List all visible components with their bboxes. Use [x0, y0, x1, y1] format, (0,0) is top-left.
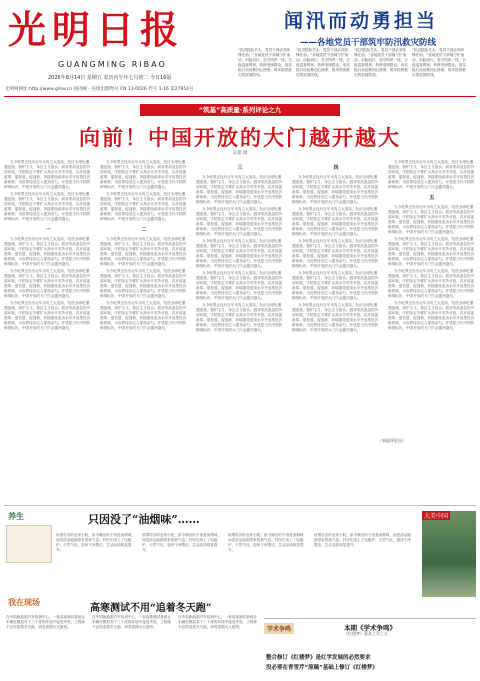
- paragraph: 当今世界正经历百年未有之大变局，经济全球化遭遇逆流，保护主义、单边主义抬头。面对风高浪急的外部环境，中国坚定不移扩大高水平对外开放，以开放促改革、促发展、促创新，持续建设更高水平开放型经济新体制，为世界经济注入强劲动力。开放是当代中国的鲜明标识，中国开放的大门只会越开越大。: [292, 207, 379, 236]
- publication-meta: 光明网网址:http://www.gmw.cn 国内统一连续出版物号 CN 11-0026 代号 1-16 第27954号: [5, 87, 194, 92]
- masthead-divider: [4, 96, 476, 97]
- academic-line: 整合修订《红楼梦》是红学发展的必然要求: [266, 655, 371, 661]
- academic-label: 学术争鸣: [264, 623, 294, 634]
- paragraph: 当今世界正经历百年未有之大变局，经济全球化遭遇逆流，保护主义、单边主义抬头。面对风高浪急的外部环境，中国坚定不移扩大高水平对外开放，以开放促改革、促发展、促创新，持续建设更高水平开放型经济新体制，为世界经济注入强劲动力。开放是当代中国的鲜明标识，中国开放的大门只会越开越大。: [196, 207, 283, 236]
- feature-column: [292, 160, 380, 500]
- newspaper-pinyin: GUANGMING RIBAO: [58, 60, 167, 69]
- paragraph: 当今世界正经历百年未有之大变局，经济全球化遭遇逆流，保护主义、单边主义抬头。面对风高浪急的外部环境，中国坚定不移扩大高水平对外开放，以开放促改革、促发展、促创新，持续建设更高水平开放型经济新体制，为世界经济注入强劲动力。开放是当代中国的鲜明标识，中国开放的大门只会越开越大。: [100, 301, 187, 330]
- academic-subtitle: 《红楼梦》版本之争之五: [344, 631, 388, 636]
- academic-title: 本期《学术争鸣》: [344, 624, 396, 632]
- feature-column: [196, 160, 284, 500]
- paragraph: 当今世界正经历百年未有之大变局，经济全球化遭遇逆流，保护主义、单边主义抬头。面对风高浪急的外部环境，中国坚定不移扩大高水平对外开放，以开放促改革、促发展、促创新，持续建设更高水平开放型经济新体制，为世界经济注入强劲动力。开放是当代中国的鲜明标识，中国开放的大门只会越开越大。: [196, 239, 283, 268]
- feature-column: [388, 160, 476, 500]
- section-divider: [4, 505, 476, 506]
- feature-author: 吴超 闻: [232, 151, 248, 156]
- newspaper-logo: 光明日报: [8, 7, 185, 52]
- paragraph: 当今世界正经历百年未有之大变局，经济全球化遭遇逆流，保护主义、单边主义抬头。面对风高浪急的外部环境，中国坚定不移扩大高水平对外开放，以开放促改革、促发展、促创新，持续建设更高水平开放型经济新体制，为世界经济注入强劲动力。开放是当代中国的鲜明标识，中国开放的大门只会越开越大。: [196, 303, 283, 332]
- article-body: 在中国新能源汽车检测中心，一套高寒测试系统让车辆在模拟零下三十度的环境中接受考验，工程师不必再追着冬天跑，研发周期大大缩短。: [6, 615, 86, 629]
- top-story-column: “抗洪抢险关头，党员干部必须冲锋在前。”各地党员干部闻“汛”而动、向险而行，坚守防汛一线，日夜巡查堤坝，转移受困群众，用实际行动诠释初心使命，筑牢防汛救灾的坚固防线。: [354, 48, 408, 77]
- column-badge: 养生: [8, 512, 24, 521]
- paragraph: 当今世界正经历百年未有之大变局，经济全球化遭遇逆流，保护主义、单边主义抬头。面对风高浪急的外部环境，中国坚定不移扩大高水平对外开放，以开放促改革、促发展、促创新，持续建设更高水平开放型经济新体制，为世界经济注入强劲动力。开放是当代中国的鲜明标识，中国开放的大门只会越开越大。: [4, 301, 91, 330]
- paragraph: 当今世界正经历百年未有之大变局，经济全球化遭遇逆流，保护主义、单边主义抬头。面对风高浪急的外部环境，中国坚定不移扩大高水平对外开放，以开放促改革、促发展、促创新，持续建设更高水平开放型经济新体制，为世界经济注入强劲动力。开放是当代中国的鲜明标识，中国开放的大门只会越开越大。: [4, 269, 91, 298]
- illustration: [6, 525, 52, 563]
- paragraph: 当今世界正经历百年未有之大变局，经济全球化遭遇逆流，保护主义、单边主义抬头。面对风高浪急的外部环境，中国坚定不移扩大高水平对外开放，以开放促改革、促发展、促创新，持续建设更高水平开放型经济新体制，为世界经济注入强劲动力。开放是当代中国的鲜明标识，中国开放的大门只会越开越大。: [100, 192, 187, 221]
- column-badge: 我在现场: [8, 598, 40, 607]
- article-ending: （本报评论员）: [378, 438, 406, 443]
- paragraph: 当今世界正经历百年未有之大变局，经济全球化遭遇逆流，保护主义、单边主义抬头。面对风高浪急的外部环境，中国坚定不移扩大高水平对外开放，以开放促改革、促发展、促创新，持续建设更高水平开放型经济新体制，为世界经济注入强劲动力。开放是当代中国的鲜明标识，中国开放的大门只会越开越大。: [292, 175, 379, 204]
- section-number: 二: [141, 227, 147, 233]
- paragraph: 当今世界正经历百年未有之大变局，经济全球化遭遇逆流，保护主义、单边主义抬头。面对风高浪急的外部环境，中国坚定不移扩大高水平对外开放，以开放促改革、促发展、促创新，持续建设更高水平开放型经济新体制，为世界经济注入强劲动力。开放是当代中国的鲜明标识，中国开放的大门只会越开越大。: [292, 239, 379, 268]
- paragraph: 当今世界正经历百年未有之大变局，经济全球化遭遇逆流，保护主义、单边主义抬头。面对风高浪急的外部环境，中国坚定不移扩大高水平对外开放，以开放促改革、促发展、促创新，持续建设更高水平开放型经济新体制，为世界经济注入强劲动力。开放是当代中国的鲜明标识，中国开放的大门只会越开越大。: [388, 269, 475, 298]
- top-story-column: “抗洪抢险关头，党员干部必须冲锋在前。”各地党员干部闻“汛”而动、向险而行，坚守防汛一线，日夜巡查堤坝，转移受困群众，用实际行动诠释初心使命，筑牢防汛救灾的坚固防线。: [296, 48, 350, 77]
- article-title: 只因没了“油烟味”……: [88, 513, 200, 526]
- section-number: 三: [237, 165, 243, 171]
- feature-column: [100, 160, 188, 500]
- feature-article: [4, 104, 476, 502]
- masthead: [0, 0, 480, 104]
- top-subheadline: ——各地党员干部筑牢防汛救灾防线: [300, 38, 437, 48]
- academic-box: [264, 618, 476, 679]
- feature-column: [4, 160, 92, 500]
- paragraph: 当今世界正经历百年未有之大变局，经济全球化遭遇逆流，保护主义、单边主义抬头。面对风高浪急的外部环境，中国坚定不移扩大高水平对外开放，以开放促改革、促发展、促创新，持续建设更高水平开放型经济新体制，为世界经济注入强劲动力。开放是当代中国的鲜明标识，中国开放的大门只会越开越大。: [196, 271, 283, 300]
- landscape-photo: [422, 511, 476, 597]
- issue-date: 2026年8月14日 星期五 农历丙午年七月初二 今日16版: [48, 75, 172, 81]
- paragraph: 当今世界正经历百年未有之大变局，经济全球化遭遇逆流，保护主义、单边主义抬头。面对风高浪急的外部环境，中国坚定不移扩大高水平对外开放，以开放促改革、促发展、促创新，持续建设更高水平开放型经济新体制，为世界经济注入强劲动力。开放是当代中国的鲜明标识，中国开放的大门只会越开越大。: [388, 205, 475, 234]
- lower-section: [0, 505, 480, 681]
- paragraph: 当今世界正经历百年未有之大变局，经济全球化遭遇逆流，保护主义、单边主义抬头。面对风高浪急的外部环境，中国坚定不移扩大高水平对外开放，以开放促改革、促发展、促创新，持续建设更高水平开放型经济新体制，为世界经济注入强劲动力。开放是当代中国的鲜明标识，中国开放的大门只会越开越大。: [100, 269, 187, 298]
- paragraph: 当今世界正经历百年未有之大变局，经济全球化遭遇逆流，保护主义、单边主义抬头。面对风高浪急的外部环境，中国坚定不移扩大高水平对外开放，以开放促改革、促发展、促创新，持续建设更高水平开放型经济新体制，为世界经济注入强劲动力。开放是当代中国的鲜明标识，中国开放的大门只会越开越大。: [388, 237, 475, 266]
- academic-line: 没必要在青雪芹“原稿”基础上修订《红楼梦》: [266, 665, 378, 671]
- article-body: 炊烟袅袅的农家小院，如今飘出的不再是油烟味，而是清洁能源带来的新气息。村民们用上了电磁炉、天然气灶，厨房干净整洁，生活品质明显提升。: [56, 533, 136, 552]
- top-headline: 闻汛而动勇担当: [284, 10, 439, 32]
- paragraph: 当今世界正经历百年未有之大变局，经济全球化遭遇逆流，保护主义、单边主义抬头。面对风高浪急的外部环境，中国坚定不移扩大高水平对外开放，以开放促改革、促发展、促创新，持续建设更高水平开放型经济新体制，为世界经济注入强劲动力。开放是当代中国的鲜明标识，中国开放的大门只会越开越大。: [292, 271, 379, 300]
- section-number: 五: [429, 195, 435, 201]
- top-story-column: “抗洪抢险关头，党员干部必须冲锋在前。”各地党员干部闻“汛”而动、向险而行，坚守防汛一线，日夜巡查堤坝，转移受困群众，用实际行动诠释初心使命，筑牢防汛救灾的坚固防线。: [238, 48, 292, 77]
- paragraph: 当今世界正经历百年未有之大变局，经济全球化遭遇逆流，保护主义、单边主义抬头。面对风高浪急的外部环境，中国坚定不移扩大高水平对外开放，以开放促改革、促发展、促创新，持续建设更高水平开放型经济新体制，为世界经济注入强劲动力。开放是当代中国的鲜明标识，中国开放的大门只会越开越大。: [292, 303, 379, 332]
- article-body: 炊烟袅袅的农家小院，如今飘出的不再是油烟味，而是清洁能源带来的新气息。村民们用上了电磁炉、天然气灶，厨房干净整洁，生活品质明显提升。: [142, 533, 222, 552]
- section-number: 一: [45, 227, 51, 233]
- feature-columns: [4, 160, 476, 500]
- article-body: 在中国新能源汽车检测中心，一套高寒测试系统让车辆在模拟零下三十度的环境中接受考验，工程师不必再追着冬天跑，研发周期大大缩短。: [178, 615, 258, 629]
- paragraph: 当今世界正经历百年未有之大变局，经济全球化遭遇逆流，保护主义、单边主义抬头。面对风高浪急的外部环境，中国坚定不移扩大高水平对外开放，以开放促改革、促发展、促创新，持续建设更高水平开放型经济新体制，为世界经济注入强劲动力。开放是当代中国的鲜明标识，中国开放的大门只会越开越大。: [100, 160, 187, 189]
- photo-label: 大美中国: [424, 513, 449, 520]
- paragraph: 当今世界正经历百年未有之大变局，经济全球化遭遇逆流，保护主义、单边主义抬头。面对风高浪急的外部环境，中国坚定不移扩大高水平对外开放，以开放促改革、促发展、促创新，持续建设更高水平开放型经济新体制，为世界经济注入强劲动力。开放是当代中国的鲜明标识，中国开放的大门只会越开越大。: [388, 160, 475, 189]
- feature-title: 向前！中国开放的大门越开越大: [79, 125, 401, 150]
- article-body: 在中国新能源汽车检测中心，一套高寒测试系统让车辆在模拟零下三十度的环境中接受考验，工程师不必再追着冬天跑，研发周期大大缩短。: [92, 615, 172, 629]
- paragraph: 当今世界正经历百年未有之大变局，经济全球化遭遇逆流，保护主义、单边主义抬头。面对风高浪急的外部环境，中国坚定不移扩大高水平对外开放，以开放促改革、促发展、促创新，持续建设更高水平开放型经济新体制，为世界经济注入强劲动力。开放是当代中国的鲜明标识，中国开放的大门只会越开越大。: [4, 160, 91, 189]
- paragraph: 当今世界正经历百年未有之大变局，经济全球化遭遇逆流，保护主义、单边主义抬头。面对风高浪急的外部环境，中国坚定不移扩大高水平对外开放，以开放促改革、促发展、促创新，持续建设更高水平开放型经济新体制，为世界经济注入强劲动力。开放是当代中国的鲜明标识，中国开放的大门只会越开越大。: [4, 237, 91, 266]
- paragraph: 当今世界正经历百年未有之大变局，经济全球化遭遇逆流，保护主义、单边主义抬头。面对风高浪急的外部环境，中国坚定不移扩大高水平对外开放，以开放促改革、促发展、促创新，持续建设更高水平开放型经济新体制，为世界经济注入强劲动力。开放是当代中国的鲜明标识，中国开放的大门只会越开越大。: [100, 237, 187, 266]
- article-body: 炊烟袅袅的农家小院，如今飘出的不再是油烟味，而是清洁能源带来的新气息。村民们用上了电磁炉、天然气灶，厨房干净整洁，生活品质明显提升。: [314, 533, 412, 547]
- paragraph: 当今世界正经历百年未有之大变局，经济全球化遭遇逆流，保护主义、单边主义抬头。面对风高浪急的外部环境，中国坚定不移扩大高水平对外开放，以开放促改革、促发展、促创新，持续建设更高水平开放型经济新体制，为世界经济注入强劲动力。开放是当代中国的鲜明标识，中国开放的大门只会越开越大。: [4, 192, 91, 221]
- top-story-column: “抗洪抢险关头，党员干部必须冲锋在前。”各地党员干部闻“汛”而动、向险而行，坚守防汛一线，日夜巡查堤坝，转移受困群众，用实际行动诠释初心使命，筑牢防汛救灾的坚固防线。: [412, 48, 466, 77]
- section-number: 四: [333, 165, 339, 171]
- article-body: 炊烟袅袅的农家小院，如今飘出的不再是油烟味，而是清洁能源带来的新气息。村民们用上了电磁炉、天然气灶，厨房干净整洁，生活品质明显提升。: [228, 533, 308, 552]
- paragraph: 当今世界正经历百年未有之大变局，经济全球化遭遇逆流，保护主义、单边主义抬头。面对风高浪急的外部环境，中国坚定不移扩大高水平对外开放，以开放促改革、促发展、促创新，持续建设更高水平开放型经济新体制，为世界经济注入强劲动力。开放是当代中国的鲜明标识，中国开放的大门只会越开越大。: [388, 301, 475, 330]
- paragraph: 当今世界正经历百年未有之大变局，经济全球化遭遇逆流，保护主义、单边主义抬头。面对风高浪急的外部环境，中国坚定不移扩大高水平对外开放，以开放促改革、促发展、促创新，持续建设更高水平开放型经济新体制，为世界经济注入强劲动力。开放是当代中国的鲜明标识，中国开放的大门只会越开越大。: [196, 175, 283, 204]
- series-tag: “筑基”高质量·系列评论之九: [140, 104, 340, 116]
- article-title: 高寒测试不用“追着冬天跑”: [90, 603, 212, 614]
